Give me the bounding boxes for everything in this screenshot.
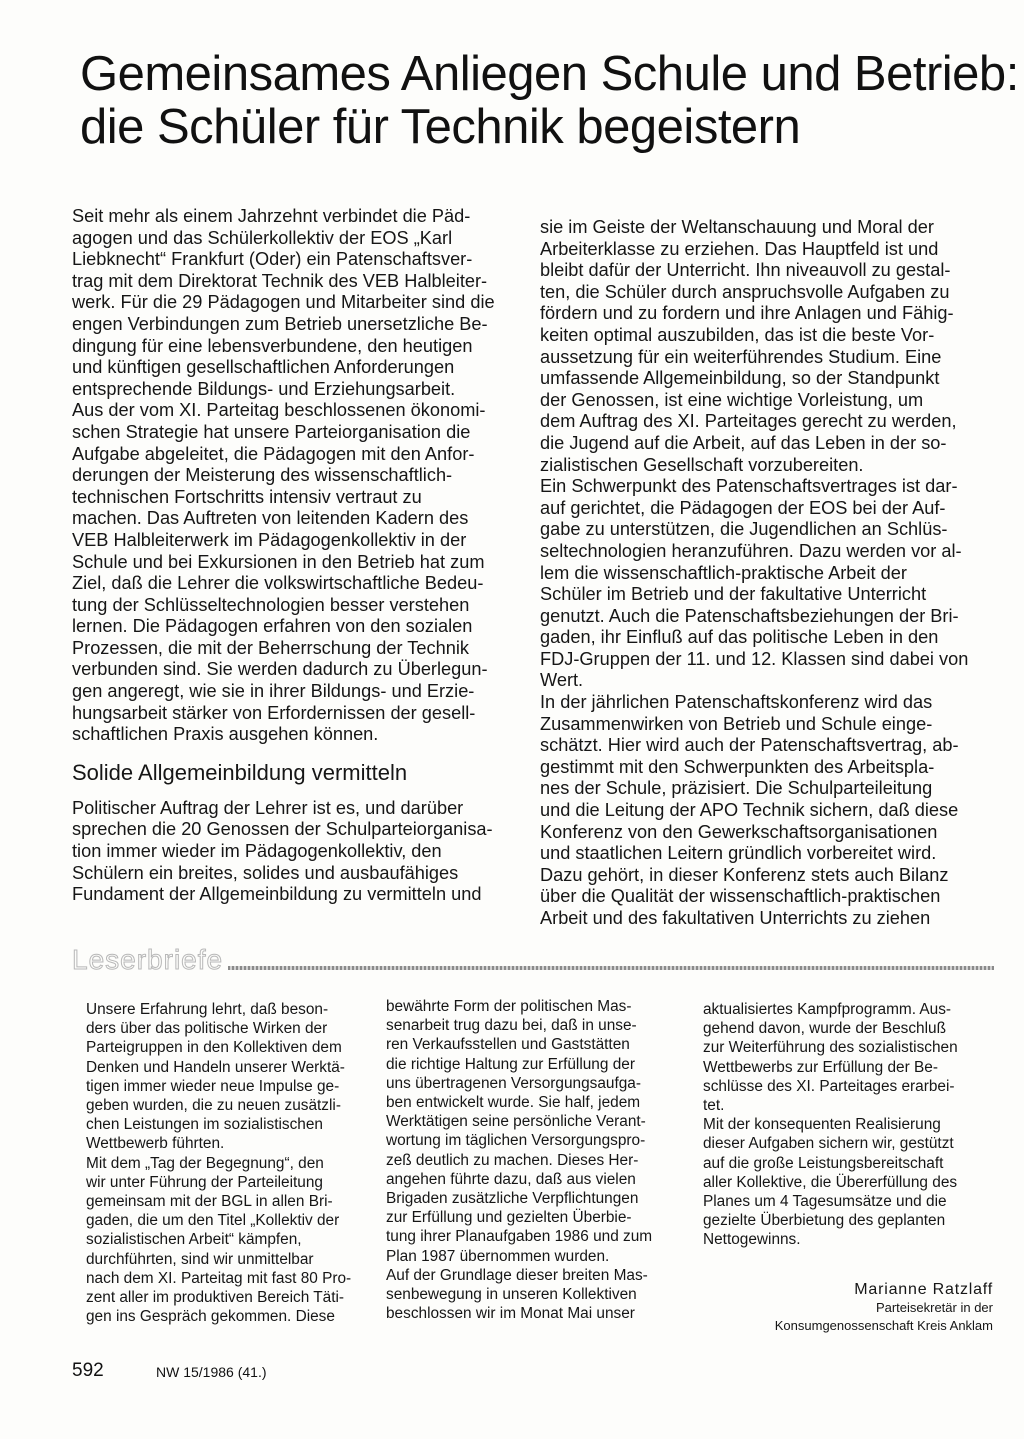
letters-section-rule (228, 966, 994, 970)
text-line: dingung für eine lebensverbundene, den heutigen (72, 335, 473, 356)
text-line: gestimmt mit den Schwerpunkten des Arbeitspla- (540, 756, 935, 777)
text-line: Schule und bei Exkursionen in den Betrieb hat zum (72, 551, 485, 572)
article-headline (80, 47, 1019, 154)
letter-column-3-text (703, 1000, 993, 1250)
text-line: zent aller im produktiven Bereich Täti- (86, 1289, 345, 1307)
text-line: Politischer Auftrag der Lehrer ist es, und darüber (72, 797, 464, 818)
text-line: engen Verbindungen zum Betrieb unersetzliche Be- (72, 313, 488, 334)
text-line: gabe zu unterstützen, die Jugendlichen an Schlüs- (540, 519, 948, 540)
text-line: durchführten, sind wir unmittelbar (86, 1250, 314, 1268)
text-line: Auf der Grundlage dieser breiten Mas- (386, 1266, 648, 1284)
text-line: gemeinsam mit der BGL in allen Bri- (86, 1193, 333, 1211)
text-line: Liebknecht“ Frankfurt (Oder) ein Patenschaftsver- (72, 249, 473, 270)
text-line: tung der Schlüsseltechnologien besser verstehen (72, 594, 470, 615)
text-line: Zusammenwirken von Betrieb und Schule einge- (540, 713, 933, 734)
issue-reference: NW 15/1986 (41.) (156, 1364, 267, 1380)
text-line: In der jährlichen Patenschaftskonferenz wird das (540, 692, 933, 713)
text-line: keiten optimal auszubilden, das ist die beste Vor- (540, 324, 935, 345)
text-line: die Jugend auf die Arbeit, auf das Leben in der so- (540, 432, 947, 453)
text-line: genutzt. Auch die Patenschaftsbeziehungen der Bri- (540, 605, 959, 626)
text-line: Konferenz von den Gewerkschaftsorganisationen (540, 821, 938, 842)
text-line: bewährte Form der politischen Mas- (386, 998, 632, 1015)
text-line: Nettogewinns. (703, 1231, 801, 1249)
text-line: gaden, die um den Titel „Kollektiv der (86, 1212, 340, 1230)
text-line: tet. (703, 1097, 725, 1115)
text-line: Arbeit und des fakultativen Unterrichts zu ziehen (540, 908, 931, 928)
text-line: hungsarbeit stärker von Erfordernissen der gesell- (72, 702, 476, 723)
text-line: fördern und zu fordern und ihre Anlagen und Fähig- (540, 303, 954, 324)
headline-line-2: die Schüler für Technik begeistern (80, 100, 801, 154)
text-line: Schülern ein breites, solides und ausbaufähiges (72, 862, 459, 883)
text-line: auf gerichtet, die Pädagogen der EOS bei der Auf- (540, 497, 946, 518)
text-line: Plan 1987 übernommen wurden. (386, 1247, 610, 1265)
text-line: Parteigruppen in den Kollektiven dem (86, 1039, 342, 1057)
page-number: 592 (72, 1360, 104, 1381)
text-line: Brigaden zusätzliche Verpflichtungen (386, 1190, 639, 1208)
text-line: agogen und das Schülerkollektiv der EOS „Karl (72, 227, 453, 248)
text-line: umfassende Allgemeinbildung, so der Standpunkt (540, 368, 940, 389)
text-line: schen Strategie hat unsere Parteiorganisation die (72, 421, 471, 442)
article-section-text (72, 798, 522, 906)
text-line: Arbeiterklasse zu erziehen. Das Hauptfeld ist und (540, 238, 939, 259)
text-line: Mit der konsequenten Realisierung (703, 1116, 941, 1134)
text-line: Wettbewerb führten. (86, 1135, 225, 1153)
text-line: Werktätigen seine persönliche Verant- (386, 1113, 646, 1131)
text-line: senbewegung in unseren Kollektiven (386, 1286, 637, 1304)
text-line: angehen führte dazu, daß aus vielen (386, 1170, 636, 1188)
text-line: lernen. Die Pädagogen erfahren von den sozialen (72, 616, 473, 637)
text-line: sozialistischen Arbeit“ kämpfen, (86, 1231, 302, 1249)
text-line: und staatlichen Leitern gründlich vorbereitet wird. (540, 843, 937, 864)
signature-role-line-2: Konsumgenossenschaft Kreis Anklam (774, 1317, 993, 1333)
text-line: ben entwickelt wurde. Sie half, jedem (386, 1094, 641, 1112)
text-line: trag mit dem Direktorat Technik des VEB Halbleiter- (72, 270, 488, 291)
text-line: senarbeit trug dazu bei, daß in unse- (386, 1017, 637, 1035)
text-line: Fundament der Allgemeinbildung zu vermitteln und (72, 884, 482, 905)
letter-column-2 (386, 997, 682, 1323)
text-line: entsprechende Bildungs- und Erziehungsarbeit. (72, 378, 456, 399)
text-line: chen Leistungen im sozialistischen (86, 1116, 323, 1134)
text-line: Ein Schwerpunkt des Patenschaftsvertrages ist dar- (540, 476, 958, 497)
text-line: ten, die Schüler durch anspruchsvolle Aufgaben zu (540, 281, 950, 302)
text-line: nes der Schule, präzisiert. Die Schulparteileitung (540, 778, 933, 799)
text-line: dem Auftrag des XI. Parteitages gerecht zu werden, (540, 411, 957, 432)
letter-column-3 (703, 1000, 993, 1335)
article-intro-text (72, 206, 522, 746)
text-line: nach dem XI. Parteitag mit fast 80 Pro- (86, 1269, 352, 1287)
text-line: uns übertragenen Versorgungsaufga- (386, 1074, 641, 1092)
text-line: Mit dem „Tag der Begegnung“, den (86, 1154, 324, 1172)
text-line: ders über das politische Wirken der (86, 1020, 328, 1038)
text-line: tion immer wieder im Pädagogenkollektiv, den (72, 841, 442, 862)
text-line: aller Kollektive, die Übererfüllung des (703, 1173, 958, 1191)
text-line: tung ihrer Planaufgaben 1986 und zum (386, 1228, 653, 1246)
text-line: sprechen die 20 Genossen der Schulparteiorganisa- (72, 819, 493, 840)
text-line: sie im Geiste der Weltanschauung und Moral der (540, 217, 934, 237)
text-line: Planes um 4 Tagesumsätze und die (703, 1193, 947, 1211)
text-line: derungen der Meisterung des wissenschaftlich- (72, 465, 453, 486)
article-column-right (540, 217, 996, 930)
text-line: Wettbewerbs zur Erfüllung der Be- (703, 1058, 938, 1076)
text-line: werk. Für die 29 Pädagogen und Mitarbeiter sind die (72, 292, 495, 313)
text-line: FDJ-Gruppen der 11. und 12. Klassen sind dabei von (540, 648, 969, 669)
text-line: zeß deutlich zu machen. Dieses Her- (386, 1151, 639, 1169)
text-line: dieser Aufgaben sichern wir, gestützt (703, 1135, 954, 1153)
text-line: gezielte Überbietung des geplanten (703, 1212, 946, 1230)
text-line: gehend davon, wurde der Beschluß (703, 1020, 946, 1038)
text-line: ren Verkaufsstellen und Gaststätten (386, 1036, 630, 1054)
text-line: gaden, ihr Einfluß auf das politische Leben in den (540, 627, 939, 648)
text-line: die richtige Haltung zur Erfüllung der (386, 1055, 635, 1073)
text-line: beschlossen wir im Monat Mai unser (386, 1305, 635, 1323)
signature-role-line-1: Parteisekretär in der (875, 1299, 993, 1315)
text-line: Schüler im Betrieb und der fakultative Unterricht (540, 584, 927, 605)
letters-section-label: Leserbriefe (72, 944, 224, 975)
text-line: wortung im täglichen Versorgungspro- (386, 1132, 646, 1150)
text-line: über die Qualität der wissenschaftlich-praktischen (540, 886, 941, 907)
text-line: Prozessen, die mit der Beherrschung der Technik (72, 637, 469, 658)
text-line: tigen immer wieder neue Impulse ge- (86, 1077, 340, 1095)
text-line: zialistischen Gesellschaft vorzubereiten. (540, 454, 864, 475)
text-line: aussetzung für ein weiterführendes Studium. Eine (540, 346, 942, 367)
text-line: schätzt. Hier wird auch der Patenschaftsvertrag, ab- (540, 735, 959, 756)
text-line: auf die große Leistungsbereitschaft (703, 1154, 944, 1172)
text-line: und die Leitung der APO Technik sichern, daß diese (540, 800, 959, 821)
text-line: bleibt dafür der Unterricht. Ihn niveauvoll zu gestal- (540, 260, 951, 281)
text-line: Ziel, daß die Lehrer die volkswirtschaftliche Bedeu- (72, 573, 484, 594)
article-subheading: Solide Allgemeinbildung vermitteln (72, 759, 408, 785)
text-line: Dazu gehört, in dieser Konferenz stets auch Bilanz (540, 864, 949, 885)
text-line: Aus der vom XI. Parteitag beschlossenen ökonomi- (72, 400, 486, 421)
text-line: Aufgabe abgeleitet, die Pädagogen mit den Anfor- (72, 443, 475, 464)
text-line: Seit mehr als einem Jahrzehnt verbindet die Päd- (72, 206, 471, 226)
text-line: wir unter Führung der Parteileitung (86, 1173, 323, 1191)
text-line: machen. Das Auftreten von leitenden Kadern des (72, 508, 469, 529)
text-line: Wert. (540, 670, 584, 691)
signature-name: Marianne Ratzlaff (854, 1280, 993, 1298)
text-line: und künftigen gesellschaftlichen Anforderungen (72, 357, 455, 378)
text-line: VEB Halbleiterwerk im Pädagogenkollektiv in der (72, 529, 467, 550)
text-line: der Genossen, ist eine wichtige Vorleistung, um (540, 389, 924, 410)
text-line: aktualisiertes Kampfprogramm. Aus- (703, 1001, 952, 1018)
text-line: gen ins Gespräch gekommen. Diese (86, 1308, 335, 1326)
text-line: lem die wissenschaftlich-praktische Arbeit der (540, 562, 907, 583)
letter-column-1 (86, 1000, 366, 1326)
text-line: geben wurden, die zu neuen zusätzli- (86, 1097, 341, 1115)
text-line: zur Weiterführung des sozialistischen (703, 1039, 958, 1057)
text-line: zur Erfüllung und gezielten Überbie- (386, 1209, 632, 1227)
text-line: seltechnologien heranzuführen. Dazu werden vor al- (540, 540, 962, 561)
text-line: verbunden sind. Sie werden dadurch zu Überlegun- (72, 659, 488, 680)
text-line: schaftlichen Praxis ausgehen können. (72, 724, 379, 745)
text-line: Unsere Erfahrung lehrt, daß beson- (86, 1001, 329, 1018)
headline-line-1: Gemeinsames Anliegen Schule und Betrieb: (80, 47, 1019, 101)
article-column-left (72, 206, 522, 906)
text-line: technischen Fortschritts intensiv vertraut zu (72, 486, 422, 507)
text-line: Denken und Handeln unserer Werktä- (86, 1058, 345, 1076)
text-line: schlüsse des XI. Parteitages erarbei- (703, 1077, 955, 1095)
text-line: gen angeregt, wie sie in ihrer Bildungs- und Erzie- (72, 681, 475, 702)
